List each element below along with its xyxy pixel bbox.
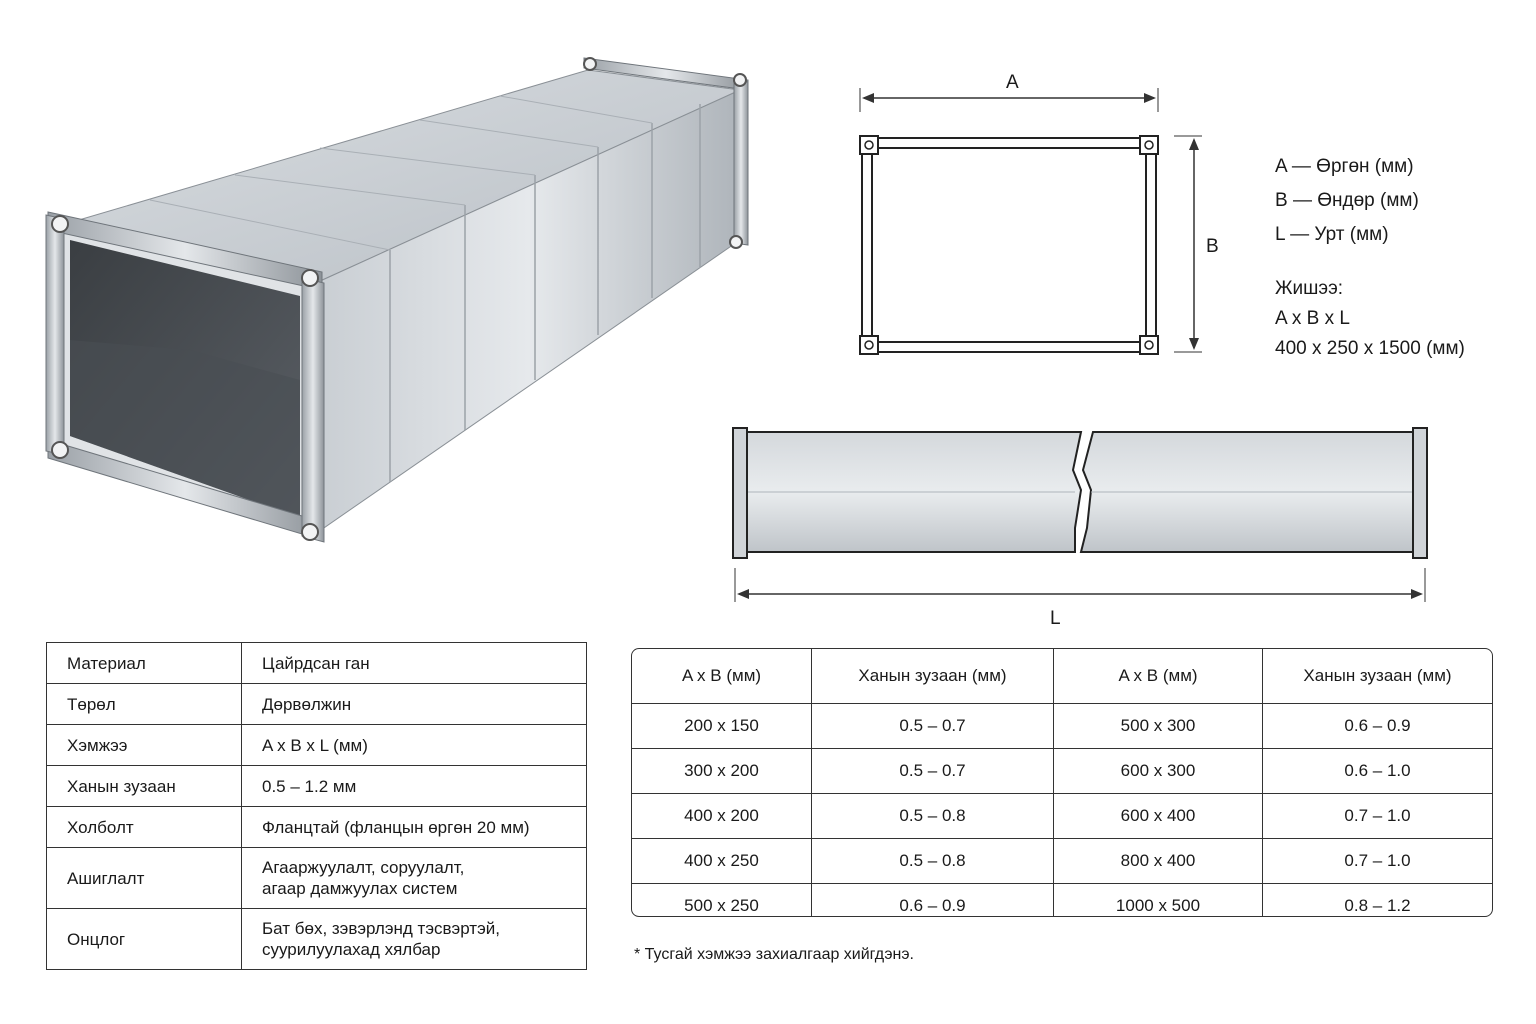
example-value: 400 x 250 x 1500 (мм) [1275, 338, 1465, 359]
table-row [47, 848, 587, 909]
table-row [47, 909, 587, 970]
spec-key: Төрөл [47, 684, 242, 725]
spec-value: A x B x L (мм) [242, 725, 587, 766]
table-cell: 600 x 400 [1054, 794, 1263, 839]
column-header: Ханын зузаан (мм) [1263, 649, 1493, 704]
table-cell: 300 x 200 [632, 749, 812, 794]
spec-value: Дөрвөлжин [242, 684, 587, 725]
spec-value: 0.5 – 1.2 мм [242, 766, 587, 807]
table-cell: 400 x 250 [632, 839, 812, 884]
legend-a: A — Өргөн (мм) [1275, 156, 1414, 177]
dimension-legend [1275, 150, 1465, 364]
table-header-row [632, 649, 1492, 704]
spec-value-line: Бат бөх, зэвэрлэнд тэсвэртэй, [262, 919, 500, 938]
spec-value [242, 848, 587, 909]
table-cell: 0.5 – 0.7 [812, 704, 1054, 749]
column-header: A x B (мм) [632, 649, 812, 704]
table-cell: 0.6 – 1.0 [1263, 749, 1493, 794]
table-cell: 0.6 – 0.9 [812, 884, 1054, 918]
spec-key: Ханын зузаан [47, 766, 242, 807]
spec-key: Хэмжээ [47, 725, 242, 766]
sizes-table [632, 649, 1492, 917]
spec-value: Цайрдсан ган [242, 643, 587, 684]
table-row [47, 766, 587, 807]
dimension-label-b: B [1206, 236, 1219, 257]
spec-key: Холболт [47, 807, 242, 848]
table-cell: 0.7 – 1.0 [1263, 794, 1493, 839]
spec-value: Фланцтай (фланцын өргөн 20 мм) [242, 807, 587, 848]
table-cell: 800 x 400 [1054, 839, 1263, 884]
side-view-diagram [725, 420, 1435, 610]
table-row [47, 807, 587, 848]
example-formula: A x B x L [1275, 308, 1350, 329]
spec-value-line: агаар дамжуулах систем [262, 879, 458, 898]
specifications-table [46, 642, 587, 970]
cross-section-diagram [840, 60, 1240, 370]
spec-value-line: Агааржуулалт, соруулалт, [262, 858, 465, 877]
table-row [632, 884, 1492, 918]
sizes-table-container [631, 648, 1493, 917]
table-row [47, 643, 587, 684]
legend-b: B — Өндөр (мм) [1275, 190, 1419, 211]
table-cell: 400 x 200 [632, 794, 812, 839]
table-row [47, 725, 587, 766]
column-header: A x B (мм) [1054, 649, 1263, 704]
duct-3d-illustration [0, 0, 770, 600]
table-row [632, 839, 1492, 884]
table-cell: 600 x 300 [1054, 749, 1263, 794]
table-cell: 0.7 – 1.0 [1263, 839, 1493, 884]
example-title: Жишээ: [1275, 278, 1344, 299]
table-cell: 1000 x 500 [1054, 884, 1263, 918]
legend-l: L — Урт (мм) [1275, 224, 1389, 245]
spec-key: Материал [47, 643, 242, 684]
spec-key: Онцлог [47, 909, 242, 970]
table-row [47, 684, 587, 725]
table-cell: 500 x 300 [1054, 704, 1263, 749]
spec-value [242, 909, 587, 970]
table-cell: 200 x 150 [632, 704, 812, 749]
dimension-label-l: L [1050, 608, 1061, 629]
table-row [632, 794, 1492, 839]
column-header: Ханын зузаан (мм) [812, 649, 1054, 704]
table-cell: 0.5 – 0.8 [812, 839, 1054, 884]
table-cell: 0.5 – 0.7 [812, 749, 1054, 794]
dimension-label-a: A [1006, 72, 1019, 93]
footnote: * Тусгай хэмжээ захиалгаар хийгдэнэ. [634, 946, 914, 963]
table-row [632, 749, 1492, 794]
spec-key: Ашиглалт [47, 848, 242, 909]
table-row [632, 704, 1492, 749]
table-cell: 0.8 – 1.2 [1344, 896, 1411, 915]
spec-value-line: суурилуулахад хялбар [262, 940, 441, 959]
table-cell: 0.5 – 0.8 [812, 794, 1054, 839]
table-cell: 0.6 – 0.9 [1263, 704, 1493, 749]
table-cell: 500 x 250 [632, 884, 812, 918]
